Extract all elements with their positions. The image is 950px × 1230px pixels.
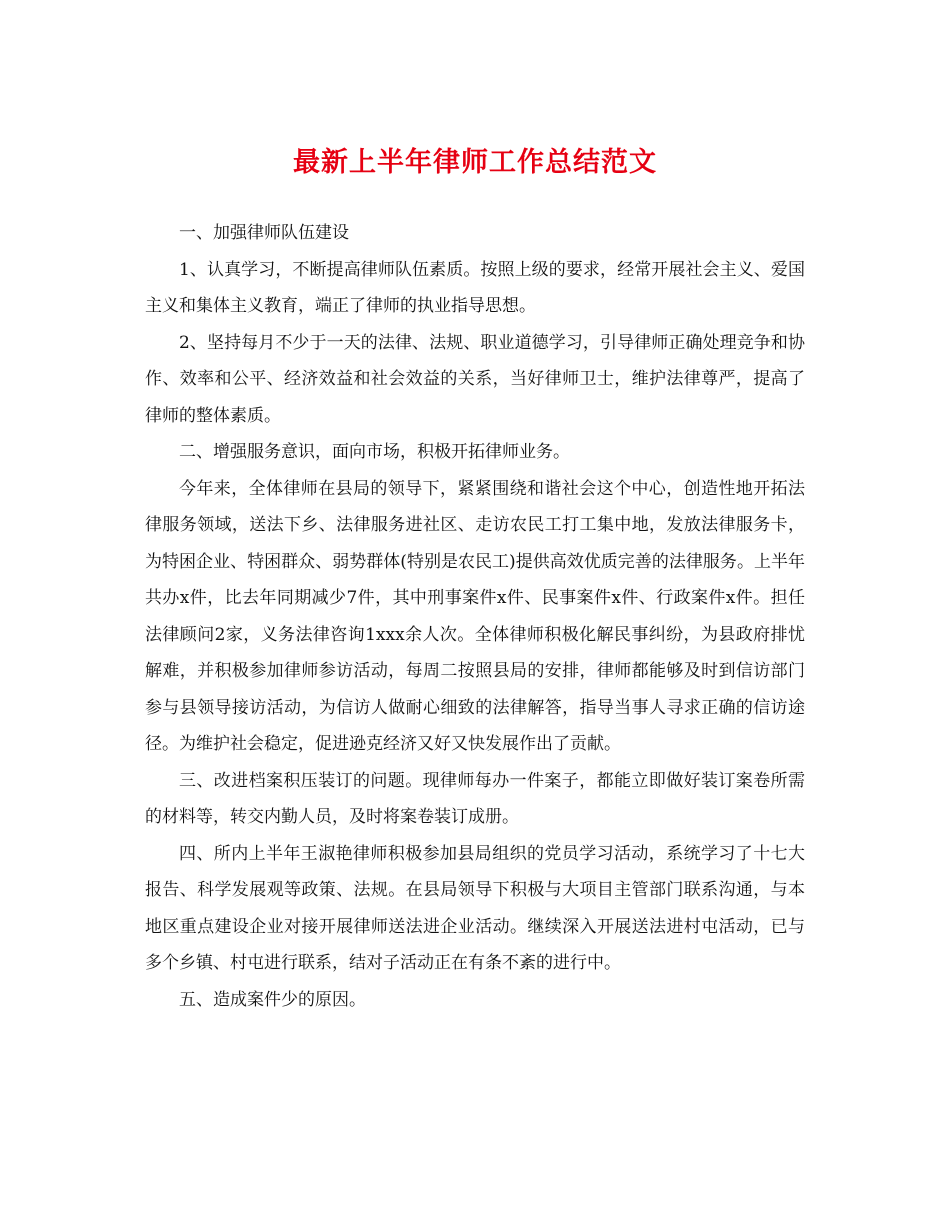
paragraph-item-1: 1、认真学习，不断提高律师队伍素质。按照上级的要求，经常开展社会主义、爱国主义和集体主义教育，端正了律师的执业指导思想。 xyxy=(145,259,805,316)
paragraph-section-2-body: 今年来，全体律师在县局的领导下，紧紧围绕和谐社会这个中心，创造性地开拓法律服务领域，送法下乡、法律服务进社区、走访农民工打工集中地，发放法律服务卡，为特困企业、特困群众、弱势群体(特别是农民工)提供高效优质完善的法律服务。上半年共办x件，比去年同期减少7件，其中刑事案件x件、民事案件x件、行政案件x件。担任法律顾问2家，义务法律咨询1xxx余人次。全体律师积极化解民事纠纷，为县政府排忧解难，并积极参加律师参访活动，每周二按照县局的安排，律师都能够及时到信访部门参与县领导接访活动，为信访人做耐心细致的法律解答，指导当事人寻求正确的信访途径。为维护社会稳定，促进逊克经济又好又快发展作出了贡献。 xyxy=(145,478,805,754)
document-body xyxy=(145,215,805,1018)
paragraph-section-1-heading: 一、加强律师队伍建设 xyxy=(179,223,349,243)
paragraph-section-2-heading: 二、增强服务意识，面向市场，积极开拓律师业务。 xyxy=(179,442,570,462)
document-title: 最新上半年律师工作总结范文 xyxy=(293,147,657,178)
paragraph-section-3: 三、改进档案积压装订的问题。现律师每办一件案子，都能立即做好装订案卷所需的材料等，转交内勤人员，及时将案卷装订成册。 xyxy=(145,770,805,827)
paragraph-item-2: 2、坚持每月不少于一天的法律、法规、职业道德学习，引导律师正确处理竞争和协作、效率和公平、经济效益和社会效益的关系，当好律师卫士，维护法律尊严，提高了律师的整体素质。 xyxy=(145,332,805,426)
paragraph-section-4: 四、所内上半年王淑艳律师积极参加县局组织的党员学习活动，系统学习了十七大报告、科学发展观等政策、法规。在县局领导下积极与大项目主管部门联系沟通，与本地区重点建设企业对接开展律师送法进企业活动。继续深入开展送法进村屯活动，已与多个乡镇、村屯进行联系，结对子活动正在有条不紊的进行中。 xyxy=(145,843,805,973)
paragraph-section-5-heading: 五、造成案件少的原因。 xyxy=(179,989,366,1010)
